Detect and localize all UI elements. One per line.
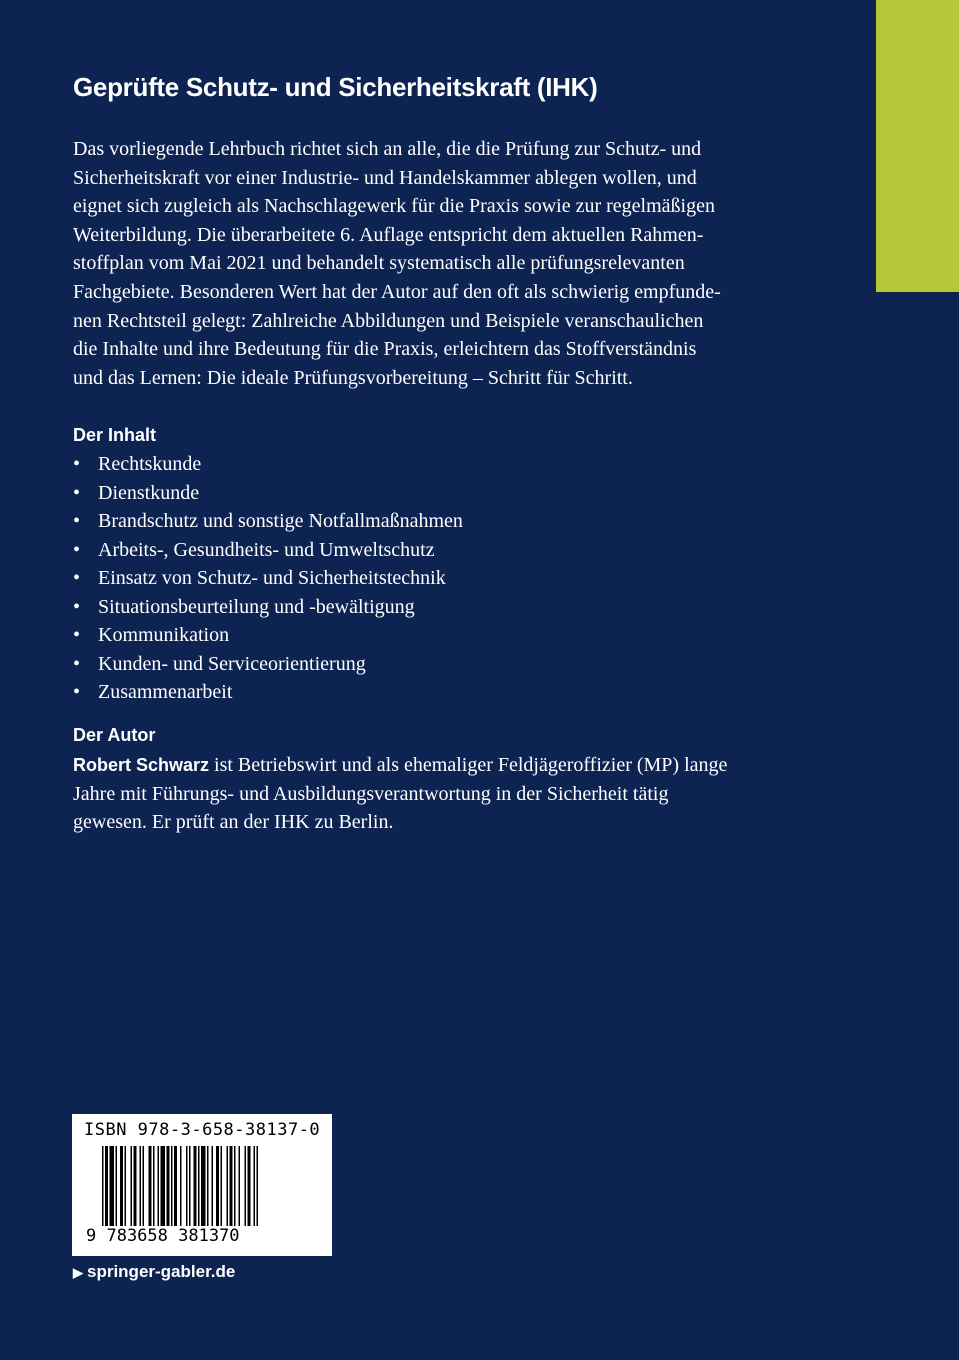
contents-list [73, 450, 463, 707]
isbn-barcode [72, 1114, 332, 1256]
list-item: • Kunden- und Serviceorientierung [73, 650, 463, 679]
author-bio-text: gewesen. Er prüft an der IHK zu Berlin. [73, 811, 394, 834]
barcode-bar [143, 1146, 145, 1226]
barcode-bar [153, 1146, 155, 1226]
list-item: • Situationsbeurteilung und -bewältigung [73, 593, 463, 622]
barcode-bars [72, 1146, 332, 1236]
barcode-bar [216, 1146, 219, 1226]
list-item: • Zusammenarbeit [73, 678, 463, 707]
list-item: • Brandschutz und sonstige Notfallmaßnahmen [73, 507, 463, 536]
barcode-bar [158, 1146, 160, 1226]
barcode-bar [125, 1146, 127, 1226]
list-item: • Einsatz von Schutz- und Sicherheitstechnik [73, 564, 463, 593]
barcode-bar [174, 1146, 177, 1226]
intro-line: Das vorliegende Lehrbuch richtet sich an alle, die die Prüfung zur Schutz- und [73, 138, 702, 160]
barcode-bar [134, 1146, 137, 1226]
isbn-label: ISBN 978-3-658-38137-0 [84, 1120, 321, 1140]
barcode-bar [186, 1146, 188, 1226]
intro-line: Weiterbildung. Die überarbeitete 6. Auflage entspricht dem aktuellen Rahmen- [73, 223, 704, 246]
barcode-bar [140, 1146, 142, 1226]
author-bio [73, 751, 803, 837]
intro-line: die Inhalte und ihre Bedeutung für die Praxis, erleichtern das Stoffverständnis [73, 338, 697, 361]
book-title: Geprüfte Schutz- und Sicherheitskraft (IHK) [73, 72, 598, 102]
barcode-bar [131, 1146, 133, 1226]
intro-line: eignet sich zugleich als Nachschlagewerk für die Praxis sowie zur regelmäßigen [73, 195, 715, 218]
intro-line: stoffplan vom Mai 2021 und behandelt systematisch alle prüfungsrelevanten [73, 252, 685, 275]
author-heading: Der Autor [73, 725, 156, 745]
barcode-bar [189, 1146, 191, 1226]
intro-line: Fachgebiete. Besonderen Wert hat der Autor auf den oft als schwierig empfunde- [73, 280, 721, 303]
barcode-bar [120, 1146, 123, 1226]
list-item: • Arbeits-, Gesundheits- und Umweltschutz [73, 536, 463, 565]
barcode-bar [171, 1146, 173, 1226]
contents-heading: Der Inhalt [73, 425, 157, 445]
barcode-bar [105, 1146, 108, 1226]
barcode-bar [234, 1146, 236, 1226]
barcode-bar [149, 1146, 152, 1226]
barcode-bar [116, 1146, 118, 1226]
barcode-bar [227, 1146, 229, 1226]
accent-color-strip [876, 0, 959, 292]
list-item: • Rechtskunde [73, 450, 463, 479]
list-item: • Dienstkunde [73, 479, 463, 508]
barcode-bar [248, 1146, 251, 1226]
barcode-bar [201, 1146, 206, 1226]
barcode-bar [207, 1146, 209, 1226]
barcode-bar [102, 1146, 104, 1226]
barcode-bar [239, 1146, 241, 1226]
intro-line: und das Lernen: Die ideale Prüfungsvorbereitung – Schritt für Schritt. [73, 366, 633, 389]
barcode-bar [230, 1146, 233, 1226]
author-bio-text: ist Betriebswirt und als ehemaliger Feldjägeroffizier (MP) lange [209, 754, 728, 776]
barcode-bar [221, 1146, 223, 1226]
barcode-bar [198, 1146, 200, 1226]
barcode-bar [167, 1146, 170, 1226]
intro-line: nen Rechtsteil gelegt: Zahlreiche Abbildungen und Beispiele veranschaulichen [73, 309, 704, 332]
barcode-bar [212, 1146, 214, 1226]
author-name: Robert Schwarz [73, 755, 210, 775]
list-item: • Kommunikation [73, 621, 463, 650]
intro-paragraph [73, 135, 793, 392]
barcode-bar [194, 1146, 197, 1226]
publisher-website[interactable] [73, 1262, 235, 1282]
arrow-right-icon: ▶ [73, 1265, 83, 1280]
intro-line: Sicherheitskraft vor einer Industrie- und Handelskammer ablegen wollen, und [73, 166, 697, 189]
barcode-bar [257, 1146, 259, 1226]
barcode-bar [254, 1146, 256, 1226]
barcode-bar [245, 1146, 247, 1226]
author-bio-text: Jahre mit Führungs- und Ausbildungsverantwortung in der Sicherheit tätig [73, 782, 669, 805]
barcode-bar [110, 1146, 115, 1226]
barcode-digits: 9 783658 381370 [86, 1226, 240, 1246]
website-link-text: springer-gabler.de [87, 1262, 236, 1281]
barcode-bar [161, 1146, 166, 1226]
barcode-bar [180, 1146, 182, 1226]
